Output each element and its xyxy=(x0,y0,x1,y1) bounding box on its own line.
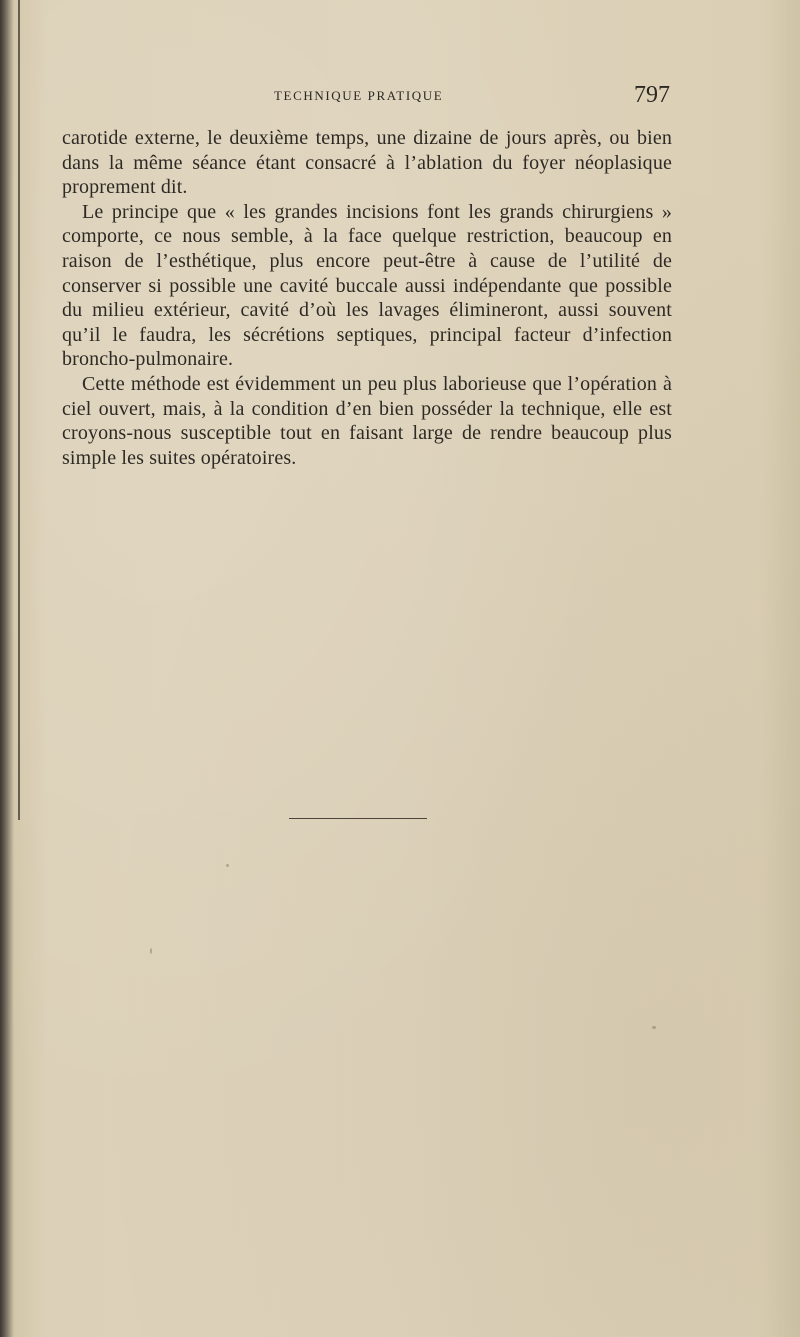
paragraph-continued: carotide externe, le deuxième temps, une dizaine de jours après, ou bien dans la même séance étant consacré à l’ablation du foyer néoplasique proprement dit. xyxy=(62,127,672,199)
paragraph-method: Cette méthode est évidemment un peu plus laborieuse que l’opération à ciel ouvert, mais, à la condition d’en bien posséder la technique, elle est croyons-nous susceptible tout en faisant large de rendre beaucoup plus simple les suites opératoires. xyxy=(62,372,672,469)
running-title: TECHNIQUE PRATIQUE xyxy=(274,88,444,103)
page-number: 797 xyxy=(634,82,670,108)
binding-edge-line xyxy=(18,0,20,820)
binding-shadow xyxy=(0,0,14,1337)
paper-speck xyxy=(652,1026,656,1029)
paper-speck xyxy=(226,864,229,867)
body-text xyxy=(62,126,672,470)
paragraph-principle: Le principe que « les grandes incisions font les grands chirurgiens » comporte, ce nous semble, à la face quelque restriction, beaucoup en raison de l’esthétique, plus encore peut-être à cause de l’utilité de conserver si possible une cavité buccale aussi indépendante que possible du milieu extérieur, cavité d’où les lavages élimineront, aussi souvent qu’il le faudra, les sécrétions septiques, principal facteur d’infection broncho-pulmonaire. xyxy=(62,200,672,371)
section-end-rule xyxy=(289,818,427,819)
page-header xyxy=(62,82,678,110)
paper-speck xyxy=(150,948,152,954)
